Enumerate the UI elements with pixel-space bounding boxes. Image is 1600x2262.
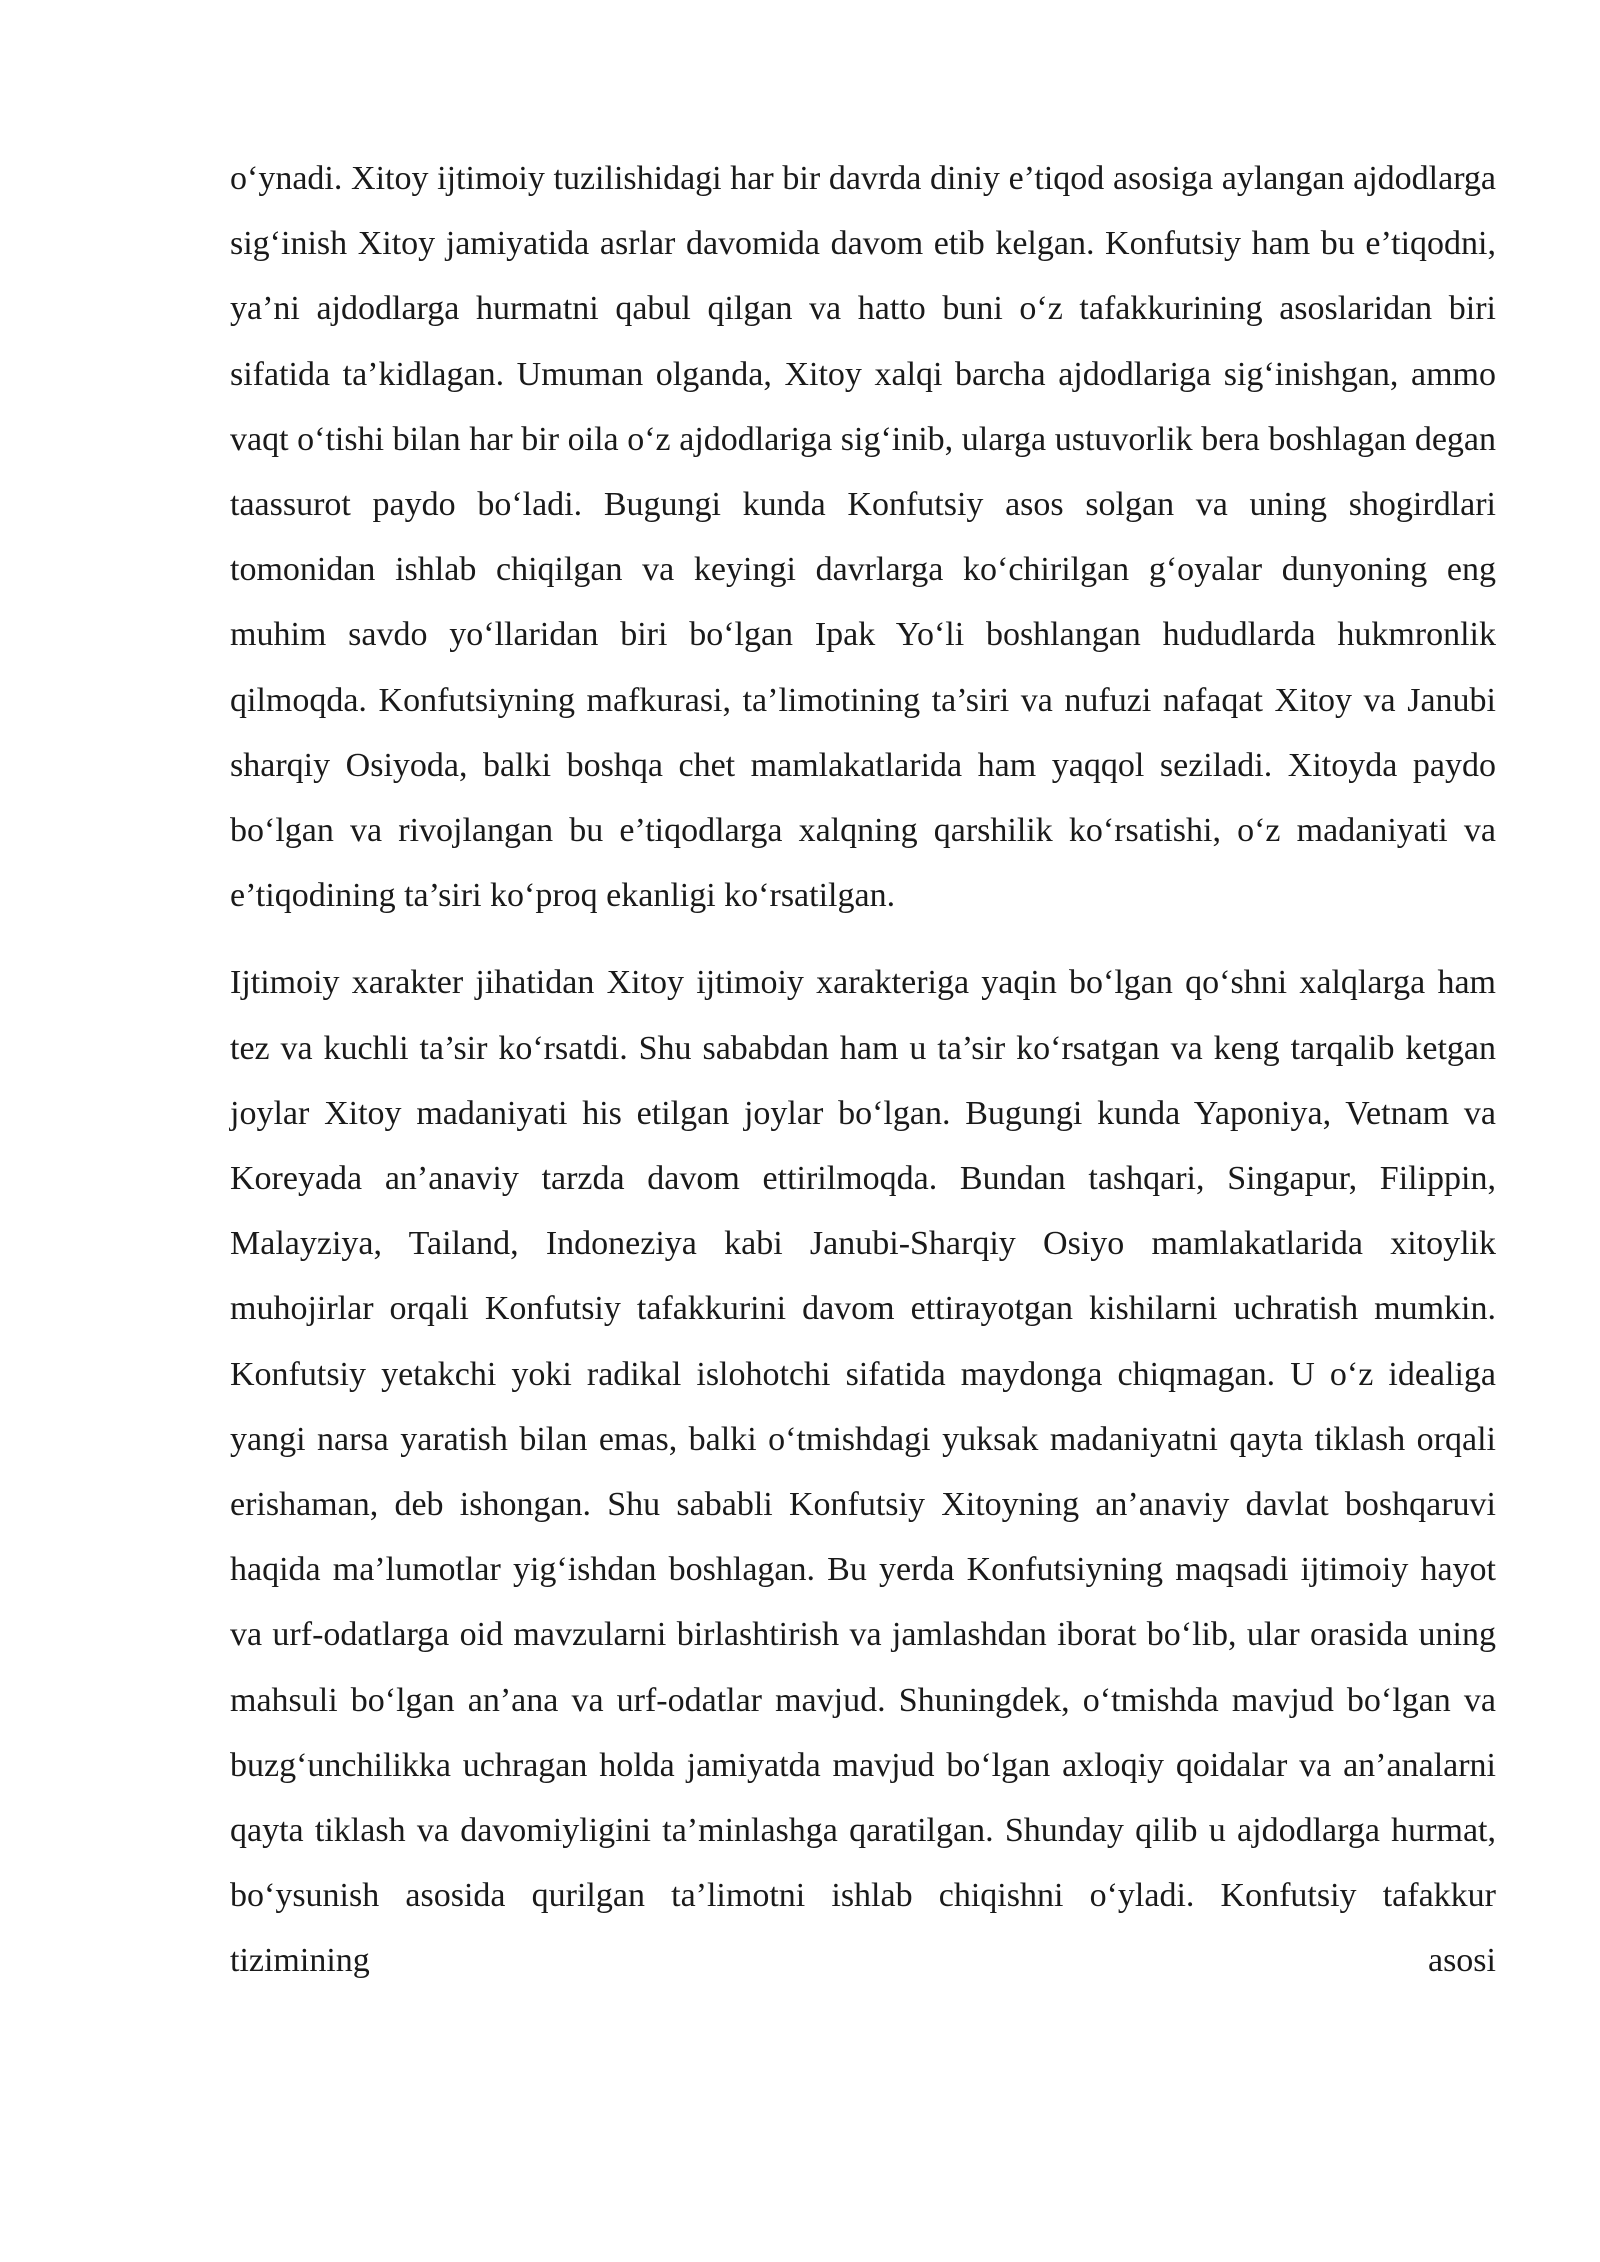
- document-body: [230, 146, 1496, 1994]
- paragraph-1: o‘ynadi. Xitoy ijtimoiy tuzilishidagi har bir davrda diniy e’tiqod asosiga aylangan ajdodlarga sig‘inish Xitoy jamiyatida asrlar davomida davom etib kelgan. Konfutsiy ham bu e’tiqodni, ya’ni ajdodlarga hurmatni qabul qilgan va hatto buni o‘z tafakkurining asoslaridan biri sifatida ta’kidlagan. Umuman olganda, Xitoy xalqi barcha ajdodlariga sig‘inishgan, ammo vaqt o‘tishi bilan har bir oila o‘z ajdodlariga sig‘inib, ularga ustuvorlik bera boshlagan degan taassurot paydo bo‘ladi. Bugungi kunda Konfutsiy asos solgan va uning shogirdlari tomonidan ishlab chiqilgan va keyingi davrlarga ko‘chirilgan g‘oyalar dunyoning eng muhim savdo yo‘llaridan biri bo‘lgan Ipak Yo‘li boshlangan hududlarda hukmronlik qilmoqda. Konfutsiyning mafkurasi, ta’limotining ta’siri va nufuzi nafaqat Xitoy va Janubi sharqiy Osiyoda, balki boshqa chet mamlakatlarida ham yaqqol seziladi. Xitoyda paydo bo‘lgan va rivojlangan bu e’tiqodlarga xalqning qarshilik ko‘rsatishi, o‘z madaniyati va e’tiqodining ta’siri ko‘proq ekanligi ko‘rsatilgan.: [230, 160, 1496, 915]
- paragraph-2: Ijtimoiy xarakter jihatidan Xitoy ijtimoiy xarakteriga yaqin bo‘lgan qo‘shni xalqlarga ham tez va kuchli ta’sir ko‘rsatdi. Shu sababdan ham u ta’sir ko‘rsatgan va keng tarqalib ketgan joylar Xitoy madaniyati his etilgan joylar bo‘lgan. Bugungi kunda Yaponiya, Vetnam va Koreyada an’anaviy tarzda davom ettirilmoqda. Bundan tashqari, Singapur, Filippin, Malayziya, Tailand, Indoneziya kabi Janubi-Sharqiy Osiyo mamlakatlarida xitoylik muhojirlar orqali Konfutsiy tafakkurini davom ettirayotgan kishilarni uchratish mumkin. Konfutsiy yetakchi yoki radikal islohotchi sifatida maydonga chiqmagan. U o‘z idealiga yangi narsa yaratish bilan emas, balki o‘tmishdagi yuksak madaniyatni qayta tiklash orqali erishaman, deb ishongan. Shu sababli Konfutsiy Xitoyning an’anaviy davlat boshqaruvi haqida ma’lumotlar yig‘ishdan boshlagan. Bu yerda Konfutsiyning maqsadi ijtimoiy hayot va urf-odatlarga oid mavzularni birlashtirish va jamlashdan iborat bo‘lib, ular orasida uning mahsuli bo‘lgan an’ana va urf-odatlar mavjud. Shuningdek, o‘tmishda mavjud bo‘lgan va buzg‘unchilikka uchragan holda jamiyatda mavjud bo‘lgan axloqiy qoidalar va an’analarni qayta tiklash va davomiyligini ta’minlashga qaratilgan. Shunday qilib u ajdodlarga hurmat, bo‘ysunish asosida qurilgan ta’limotni ishlab chiqishni o‘yladi. Konfutsiy tafakkur tizimining asosi: [230, 964, 1496, 1980]
